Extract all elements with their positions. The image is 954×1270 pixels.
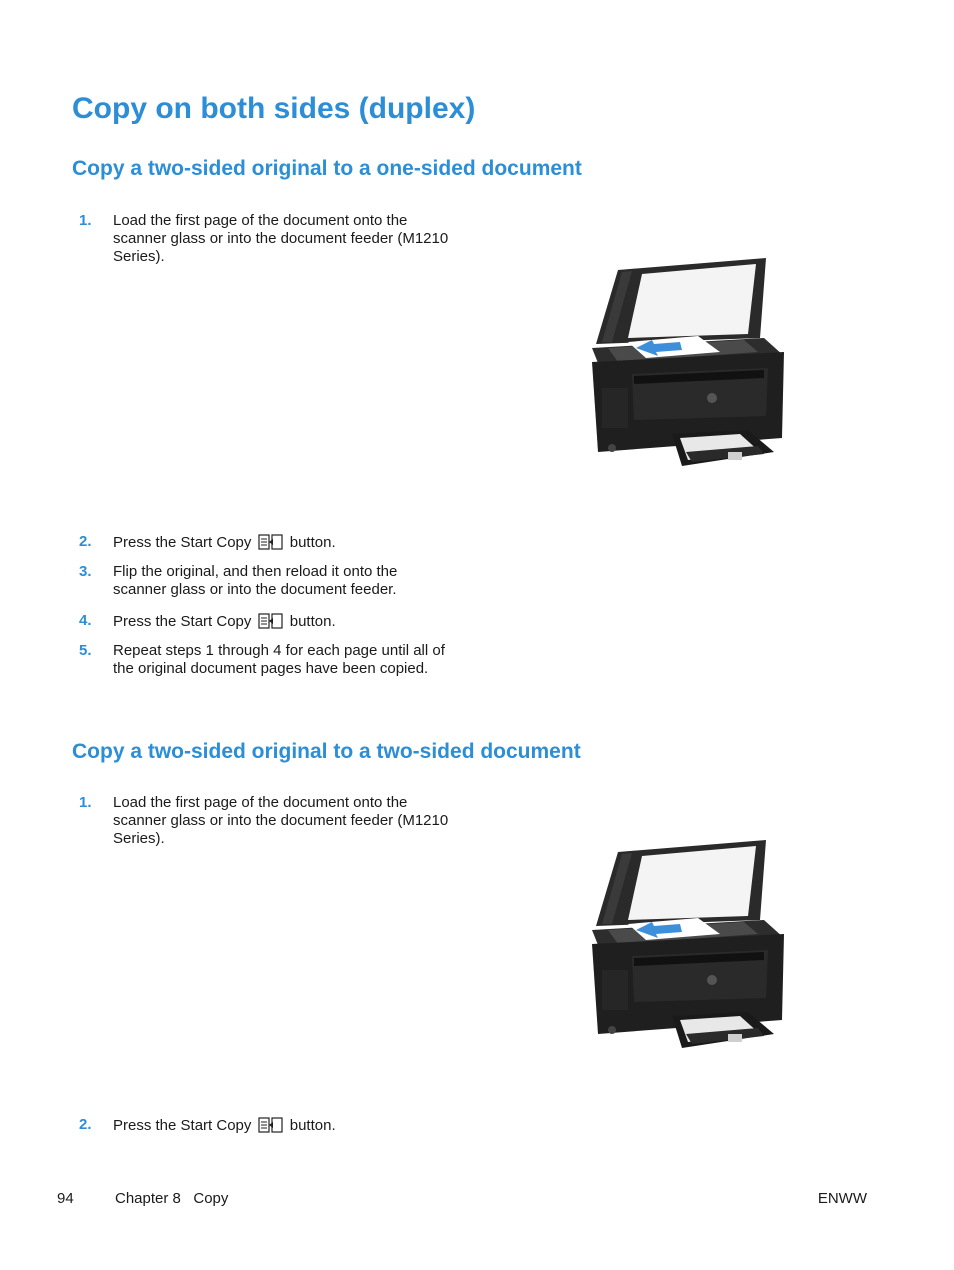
step-number: 3. (79, 563, 92, 580)
footer-chapter: Chapter 8 Copy (115, 1190, 229, 1207)
footer-locale: ENWW (817, 1190, 867, 1207)
section1-step-4 (79, 612, 449, 631)
section-title-two-sided: Copy a two-sided original to a two-sided document (72, 740, 581, 763)
step-number: 1. (79, 794, 92, 811)
step-text-suffix: button. (289, 1117, 336, 1134)
step-text: Press the Start Copy (113, 1117, 252, 1134)
start-copy-icon (258, 612, 284, 630)
step-number: 1. (79, 212, 92, 229)
step-text: Repeat steps 1 through 4 for each page until all of the original document pages have been copied. (113, 642, 445, 677)
start-copy-icon (258, 533, 284, 551)
step-number: 5. (79, 642, 92, 659)
step-text: Press the Start Copy (113, 534, 252, 551)
page-title: Copy on both sides (duplex) (72, 92, 476, 125)
printer-illustration (588, 838, 788, 1058)
step-number: 2. (79, 1116, 92, 1133)
section2-step-2 (79, 1116, 449, 1135)
section1-step-1 (79, 212, 449, 266)
section1-step-5 (79, 642, 449, 678)
step-text-suffix: button. (289, 613, 336, 630)
step-text: Load the first page of the document onto the scanner glass or into the document feeder (M1210 Series). (113, 794, 449, 847)
section-title-one-sided: Copy a two-sided original to a one-sided document (72, 157, 582, 180)
step-text: Press the Start Copy (113, 613, 252, 630)
printer-illustration (588, 256, 788, 476)
section1-step-3 (79, 563, 449, 599)
start-copy-icon (258, 1116, 284, 1134)
step-number: 4. (79, 612, 92, 629)
step-text: Flip the original, and then reload it onto the scanner glass or into the document feeder. (113, 563, 398, 598)
step-text-suffix: button. (289, 534, 336, 551)
step-number: 2. (79, 533, 92, 550)
section1-step-2 (79, 533, 449, 552)
footer-page-number: 94 (57, 1190, 74, 1207)
section2-step-1 (79, 794, 449, 848)
step-text: Load the first page of the document onto the scanner glass or into the document feeder (M1210 Series). (113, 212, 449, 265)
